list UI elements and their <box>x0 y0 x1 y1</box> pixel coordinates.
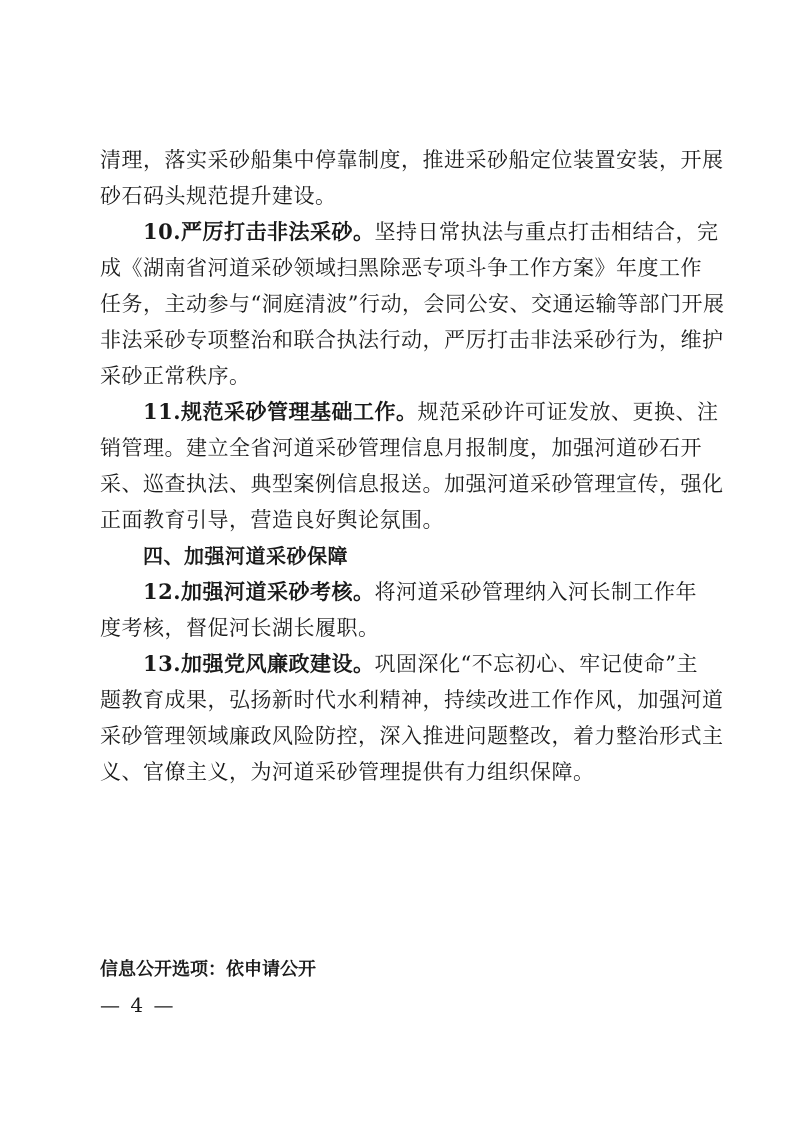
item-13-title: 13.加强党风廉政建设。 <box>143 651 375 676</box>
paragraph-line: 任务，主动参与“洞庭清波”行动，会同公安、交通运输等部门开展 <box>100 292 725 316</box>
paragraph-line: 采砂管理领域廉政风险防控，深入推进问题整改，着力整治形式主 <box>100 724 724 748</box>
disclosure-note: 信息公开选项：依申请公开 <box>100 959 316 980</box>
paragraph-line: 度考核，督促河长湖长履职。 <box>100 616 380 640</box>
item-10-title: 10.严厉打击非法采砂。 <box>143 219 375 244</box>
item-10-text: 坚持日常执法与重点打击相结合，完 <box>374 220 719 244</box>
paragraph-line: 正面教育引导，营造良好舆论氛围。 <box>100 508 444 532</box>
page-number: — 4 — <box>100 993 176 1017</box>
item-11-title: 11.规范采砂管理基础工作。 <box>143 399 418 424</box>
item-11-first-line <box>143 394 719 430</box>
item-10-first-line <box>143 214 719 250</box>
item-13-first-line <box>143 646 699 682</box>
item-12-text: 将河道采砂管理纳入河长制工作年 <box>374 580 698 604</box>
paragraph-line: 非法采砂专项整治和联合执法行动，严厉打击非法采砂行为，维护 <box>100 328 724 352</box>
paragraph-line: 销管理。建立全省河道采砂管理信息月报制度，加强河道砂石开 <box>100 436 702 460</box>
item-13-text: 巩固深化“不忘初心、牢记使命”主 <box>374 652 699 676</box>
paragraph-line: 砂石码头规范提升建设。 <box>100 184 337 208</box>
item-12-first-line <box>143 574 698 610</box>
paragraph-line: 成《湖南省河道采砂领域扫黑除恶专项斗争工作方案》年度工作 <box>100 256 702 280</box>
paragraph-line: 采砂正常秩序。 <box>100 364 251 388</box>
item-11-text: 规范采砂许可证发放、更换、注 <box>417 400 719 424</box>
paragraph-line: 义、官僚主义，为河道采砂管理提供有力组织保障。 <box>100 760 595 784</box>
paragraph-line: 采、巡查执法、典型案例信息报送。加强河道采砂管理宣传，强化 <box>100 472 724 496</box>
paragraph-line: 题教育成果，弘扬新时代水利精神，持续改进工作作风，加强河道 <box>100 688 724 712</box>
item-12-title: 12.加强河道采砂考核。 <box>143 579 375 604</box>
section-heading: 四、加强河道采砂保障 <box>143 544 348 568</box>
paragraph-line: 清理，落实采砂船集中停靠制度，推进采砂船定位装置安装，开展 <box>100 148 724 172</box>
